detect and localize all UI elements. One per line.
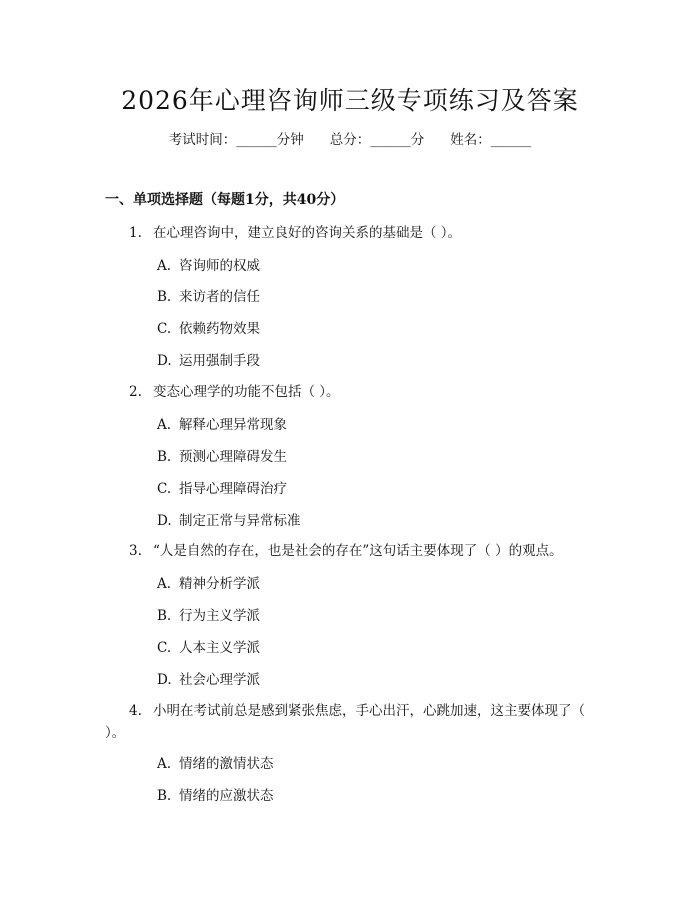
option-item (157, 511, 301, 531)
option-item (157, 754, 274, 774)
question-stem (105, 381, 595, 403)
total-score-field: 总分：______分 (329, 132, 425, 148)
option-letter: C. (157, 321, 172, 337)
option-letter: B. (157, 449, 172, 465)
option-text: 社会心理学派 (179, 672, 260, 688)
question-number: 1. (129, 225, 142, 241)
question-text: 在心理咨询中，建立良好的咨询关系的基础是（ ）。 (153, 225, 462, 241)
option-text: 依赖药物效果 (179, 321, 260, 337)
option-text: 情绪的应激状态 (179, 788, 274, 804)
option-item (157, 670, 260, 690)
option-text: 运用强制手段 (179, 353, 260, 369)
option-text: 制定正常与异常标准 (179, 513, 301, 529)
document-title: 2026年心理咨询师三级专项练习及答案 (121, 86, 579, 115)
question-number: 3. (129, 543, 142, 559)
option-letter: A. (157, 417, 172, 433)
option-item (157, 287, 260, 307)
question-stem (105, 700, 595, 744)
option-letter: B. (157, 788, 172, 804)
option-item (157, 606, 260, 626)
option-letter: A. (157, 756, 172, 772)
question-number: 4. (129, 703, 142, 719)
option-letter: B. (157, 608, 172, 624)
student-name-field: 姓名：______ (450, 132, 532, 148)
exam-time-field: 考试时间：______分钟 (168, 132, 304, 148)
option-letter: D. (157, 672, 172, 688)
option-item (157, 319, 260, 339)
option-item (157, 574, 260, 594)
option-letter: C. (157, 481, 172, 497)
question-text: 变态心理学的功能不包括（ ）。 (153, 384, 340, 400)
option-item (157, 638, 260, 658)
question-stem (105, 222, 595, 244)
option-letter: A. (157, 576, 172, 592)
exam-info-line (0, 130, 700, 150)
question-stem (105, 540, 595, 562)
question-text: “人是自然的存在，也是社会的存在”这句话主要体现了（ ）的观点。 (153, 543, 563, 559)
section-heading: 一、单项选择题（每题1分，共40分） (105, 192, 345, 208)
option-item (157, 447, 287, 467)
option-item (157, 479, 287, 499)
option-text: 人本主义学派 (179, 640, 260, 656)
option-text: 精神分析学派 (179, 576, 260, 592)
option-text: 预测心理障碍发生 (179, 449, 287, 465)
option-letter: C. (157, 640, 172, 656)
option-item (157, 256, 260, 276)
option-text: 解释心理异常现象 (179, 417, 287, 433)
option-text: 来访者的信任 (179, 289, 260, 305)
option-text: 咨询师的权威 (179, 258, 260, 274)
option-text: 行为主义学派 (179, 608, 260, 624)
option-item (157, 786, 274, 806)
option-letter: D. (157, 353, 172, 369)
option-letter: D. (157, 513, 172, 529)
option-text: 情绪的激情状态 (179, 756, 274, 772)
question-number: 2. (129, 384, 142, 400)
question-text: 小明在考试前总是感到紧张焦虑，手心出汗，心跳加速，这主要体现了（ ）。 (105, 703, 585, 741)
option-letter: A. (157, 258, 172, 274)
option-text: 指导心理障碍治疗 (179, 481, 287, 497)
option-item (157, 351, 260, 371)
option-item (157, 415, 287, 435)
option-letter: B. (157, 289, 172, 305)
